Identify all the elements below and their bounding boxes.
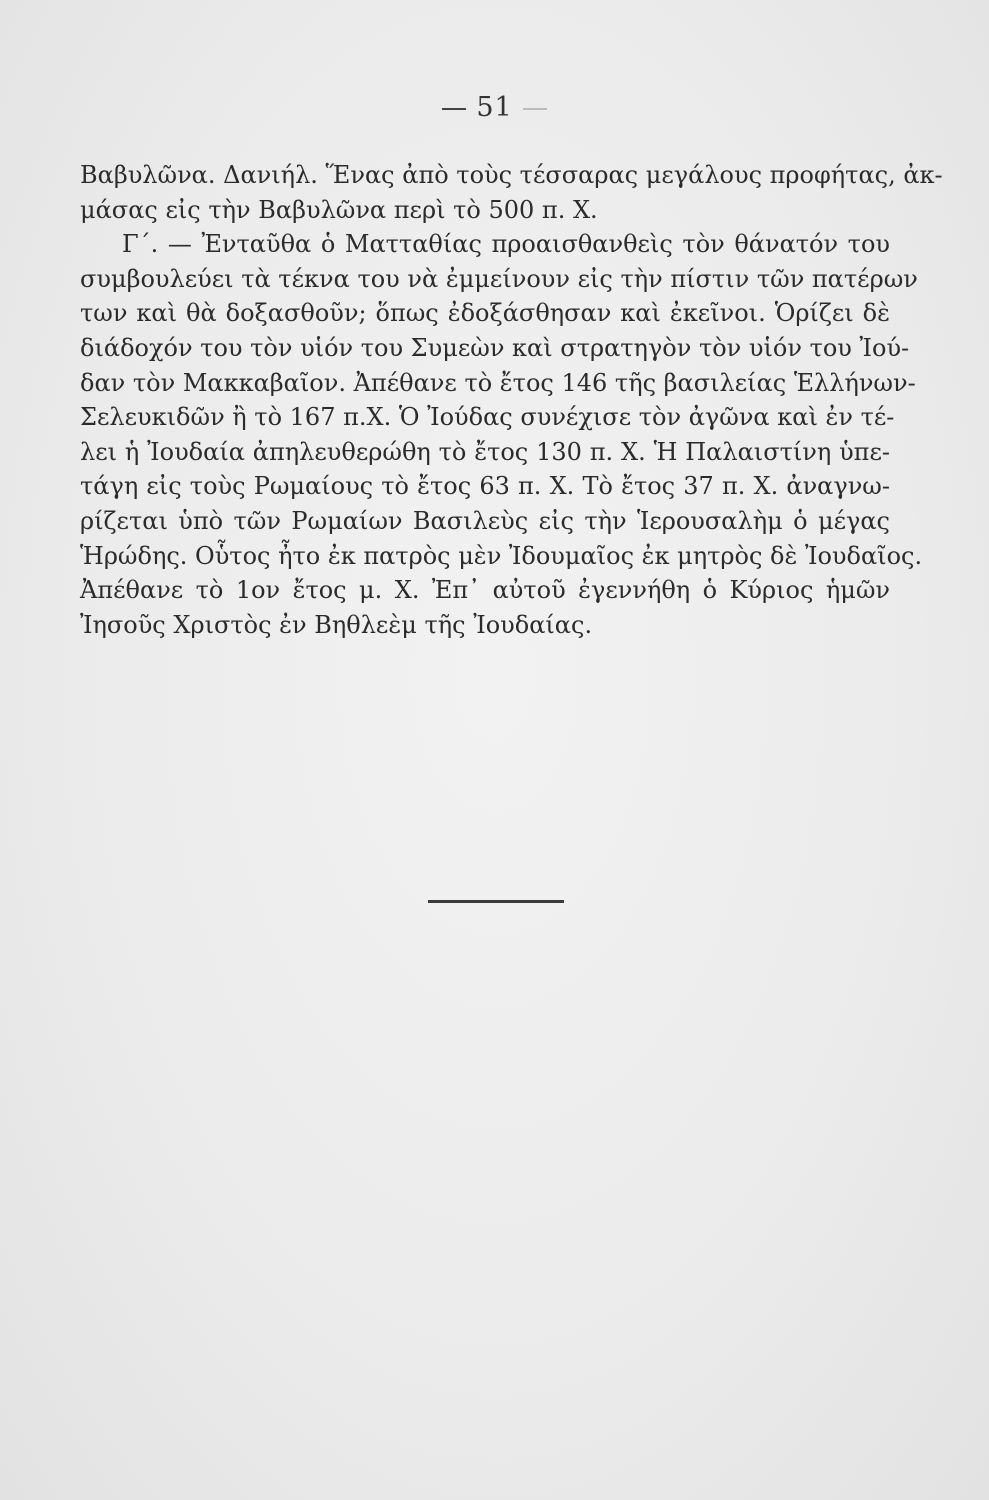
page-number (0, 92, 989, 123)
text-line: ρίζεται ὑπὸ τῶν Ρωμαίων Βασιλεὺς εἰς τὴν Ἱερουσαλὴμ ὁ μέγας (80, 506, 890, 535)
text-line: Ἡρώδης. Οὗτος ἦτο ἐκ πατρὸς μὲν Ἰδουμαῖος ἐκ μητρὸς δὲ Ἰουδαῖος. (80, 541, 923, 570)
text-line: συμβουλεύει τὰ τέκνα του νὰ ἐμμείνουν εἰς τὴν πίστιν τῶν πατέρων (80, 264, 918, 293)
text-line: Ἰησοῦς Χριστὸς ἐν Βηθλεὲμ τῆς Ἰουδαίας. (80, 610, 593, 639)
text-line: μάσας εἰς τὴν Βαβυλῶνα περὶ τὸ 500 π. Χ. (80, 195, 598, 224)
page-number-dash-right (523, 108, 547, 110)
text-line: διάδοχόν του τὸν υἱόν του Συμεὼν καὶ στρατηγὸν τὸν υἱόν του Ἰού- (80, 333, 910, 362)
section-end-rule (428, 900, 564, 903)
text-line: τάγη εἰς τοὺς Ρωμαίους τὸ ἔτος 63 π. Χ. Τὸ ἔτος 37 π. Χ. ἀναγνω- (80, 472, 890, 501)
text-line: των καὶ θὰ δοξασθοῦν; ὅπως ἐδοξάσθησαν καὶ ἐκεῖνοι. Ὁρίζει δὲ (80, 299, 890, 328)
page-number-dash-left (442, 108, 466, 110)
text-line: Βαβυλῶνα. Δανιήλ. Ἕνας ἀπὸ τοὺς τέσσαρας μεγάλους προφήτας, ἀκ- (80, 161, 943, 189)
text-line: Σελευκιδῶν ἢ τὸ 167 π.Χ. Ὁ Ἰούδας συνέχισε τὸν ἀγῶνα καὶ ἐν τέ- (80, 403, 895, 432)
text-line: Γ΄. — Ἐνταῦθα ὁ Ματταθίας προαισθανθεὶς τὸν θάνατόν του (122, 230, 890, 259)
text-line: Ἀπέθανε τὸ 1ον ἔτος μ. Χ. Ἐπ᾽ αὐτοῦ ἐγεννήθη ὁ Κύριος ἡμῶν (80, 576, 890, 605)
body-text (80, 158, 943, 642)
text-line: δαν τὸν Μακκαβαῖον. Ἀπέθανε τὸ ἔτος 146 τῆς βασιλείας Ἑλλήνων- (80, 368, 916, 397)
text-line: λει ἡ Ἰουδαία ἀπηλευθερώθη τὸ ἔτος 130 π. Χ. Ἡ Παλαιστίνη ὑπε- (80, 437, 890, 466)
page-number-value: 51 (476, 92, 513, 123)
